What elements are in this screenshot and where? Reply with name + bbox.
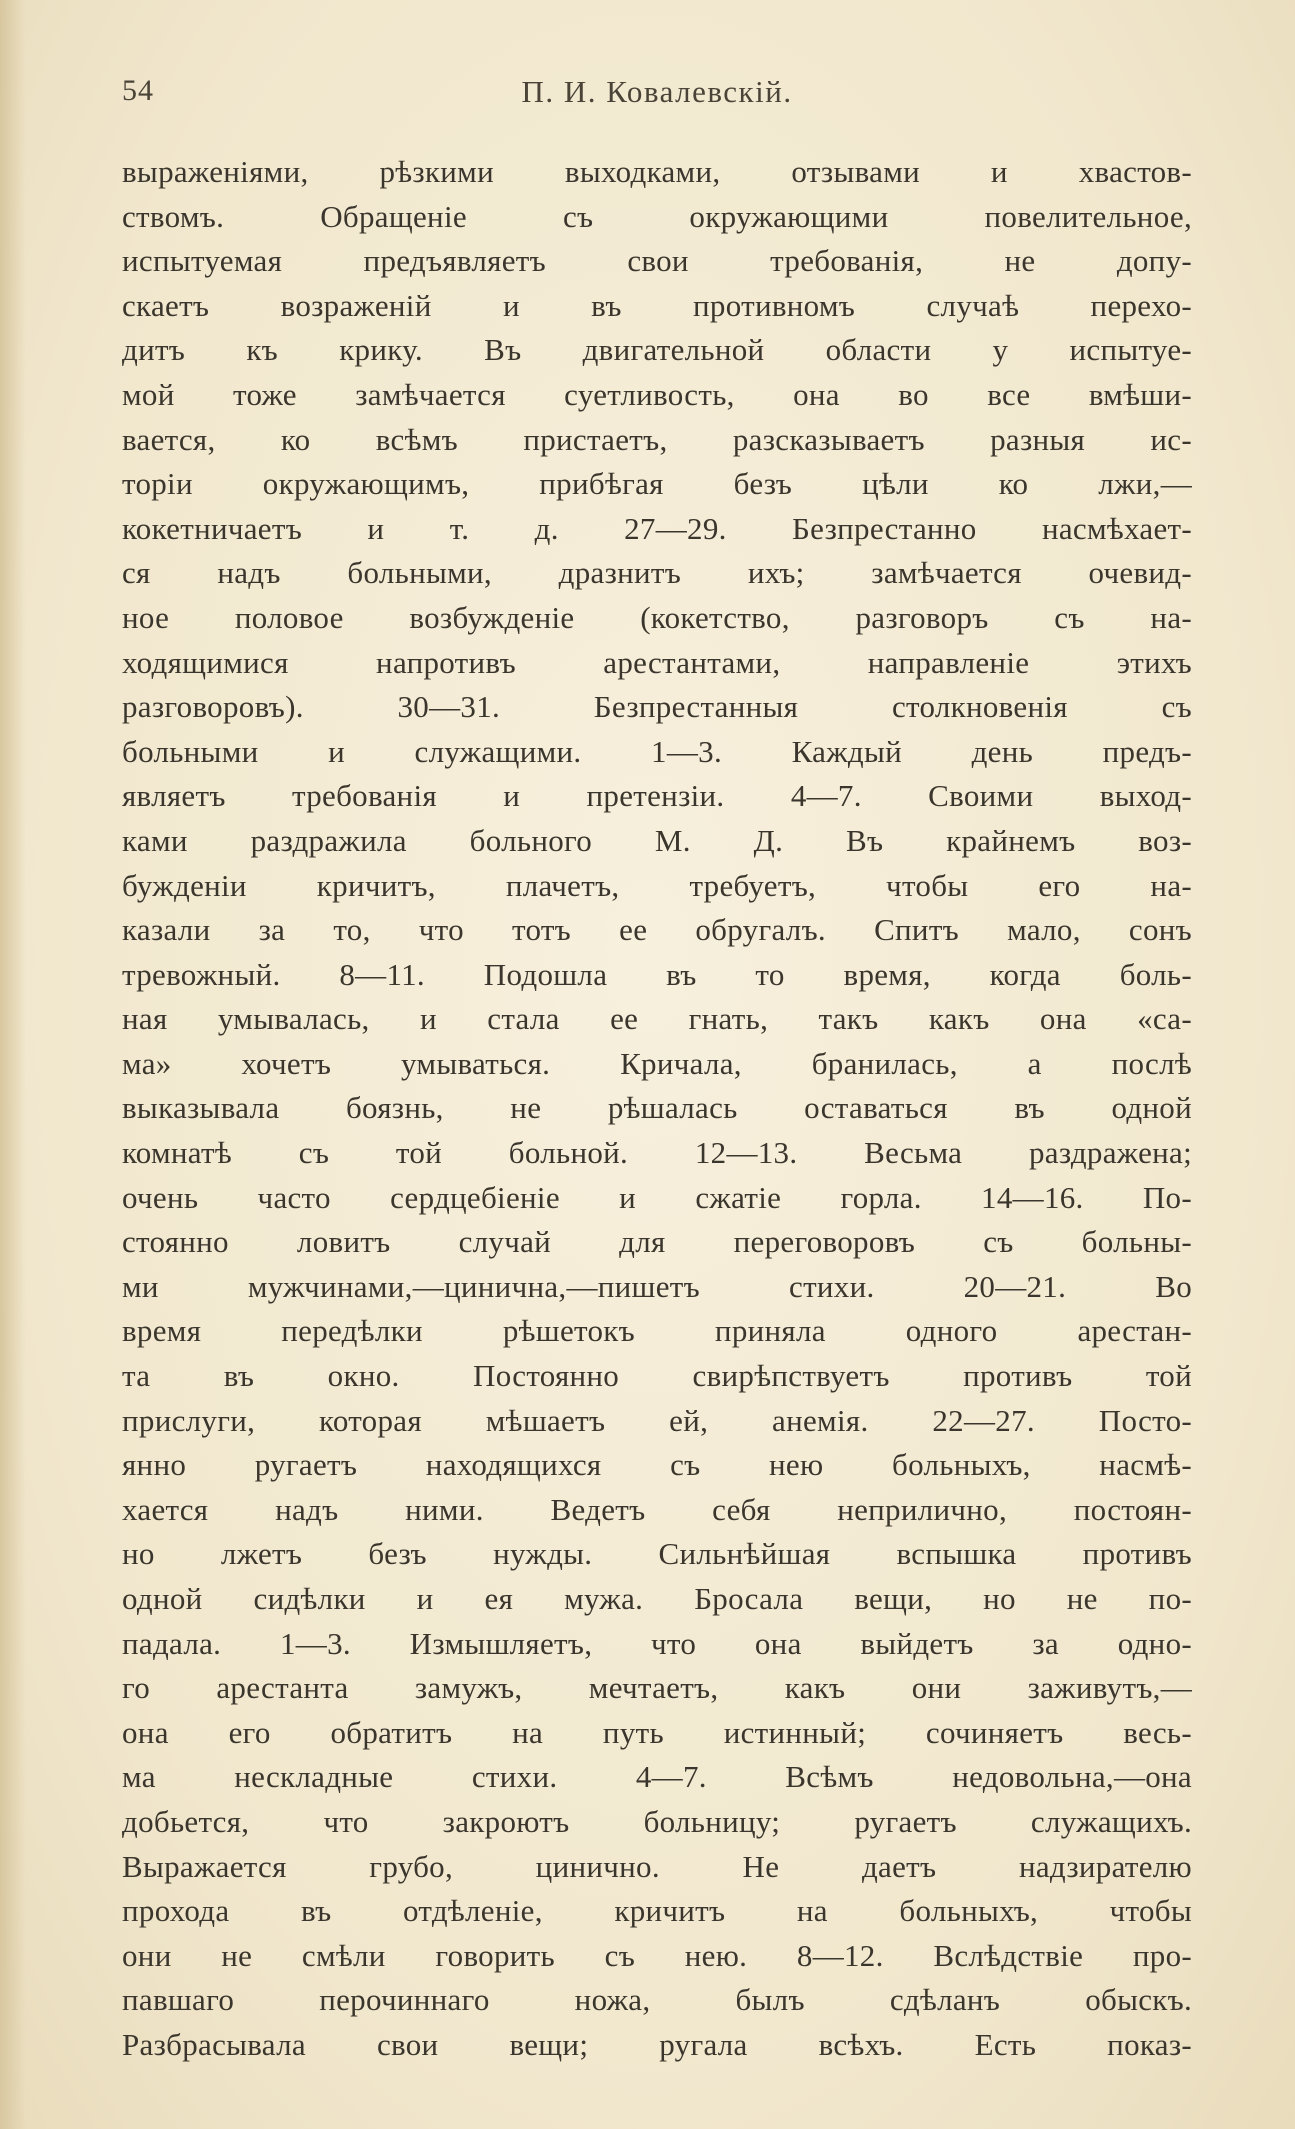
text-line: та въ окно. Постоянно свирѣпствуетъ противъ той (122, 1358, 1192, 1394)
text-line: го арестанта замужъ, мечтаетъ, какъ они заживутъ,— (122, 1670, 1192, 1706)
text-line: Разбрасывала свои вещи; ругала всѣхъ. Есть показ- (122, 2026, 1192, 2062)
text-line: прохода въ отдѣленіе, кричитъ на больныхъ, чтобы (122, 1893, 1192, 1929)
text-line: очень часто сердцебіеніе и сжатіе горла. 14—16. По- (122, 1179, 1192, 1215)
text-line: ми мужчинами,—цинична,—пишетъ стихи. 20—21. Во (122, 1268, 1192, 1304)
text-line: больными и служащими. 1—3. Каждый день предъ- (122, 733, 1192, 769)
text-line: являетъ требованія и претензіи. 4—7. Своими выход- (122, 778, 1192, 814)
text-line: хается надъ ними. Ведетъ себя неприлично, постоян- (122, 1491, 1192, 1527)
text-line: ходящимися напротивъ арестантами, направленіе этихъ (122, 644, 1192, 680)
text-line: торіи окружающимъ, прибѣгая безъ цѣли ко лжи,— (122, 466, 1192, 502)
text-line: янно ругаетъ находящихся съ нею больныхъ, насмѣ- (122, 1447, 1192, 1483)
page-number: 54 (122, 74, 154, 107)
text-line: скаетъ возраженій и въ противномъ случаѣ перехо- (122, 287, 1192, 323)
text-line: прислуги, которая мѣшаетъ ей, анемія. 22—27. Посто- (122, 1402, 1192, 1438)
text-line: ма нескладные стихи. 4—7. Всѣмъ недовольна,—она (122, 1759, 1192, 1795)
text-line: вается, ко всѣмъ пристаетъ, разсказываетъ разныя ис- (122, 421, 1192, 457)
text-line: тревожный. 8—11. Подошла въ то время, когда боль- (122, 956, 1192, 992)
text-line: испытуемая предъявляетъ свои требованія, не допу- (122, 243, 1192, 279)
text-line: казали за то, что тотъ ее обругалъ. Спитъ мало, сонъ (122, 912, 1192, 948)
text-line: разговоровъ). 30—31. Безпрестанныя столкновенія съ (122, 689, 1192, 725)
running-head: П. И. Ковалевскій. (521, 74, 793, 109)
text-line: дитъ къ крику. Въ двигательной области у испытуе- (122, 332, 1192, 368)
text-line: кокетничаетъ и т. д. 27—29. Безпрестанно насмѣхает- (122, 510, 1192, 546)
text-line: ма» хочетъ умываться. Кричала, бранилась, а послѣ (122, 1045, 1192, 1081)
spine-shadow (0, 0, 26, 2129)
text-line: одной сидѣлки и ея мужа. Бросала вещи, но не по- (122, 1581, 1192, 1616)
text-line: ная умывалась, и стала ее гнать, такъ какъ она «са- (122, 1001, 1192, 1037)
text-line: бужденіи кричитъ, плачетъ, требуетъ, чтобы его на- (122, 867, 1192, 903)
text-line: она его обратитъ на путь истинный; сочиняетъ весь- (122, 1714, 1192, 1750)
text-line: время передѣлки рѣшетокъ приняла одного арестан- (122, 1313, 1192, 1349)
text-line: но лжетъ безъ нужды. Сильнѣйшая вспышка противъ (122, 1536, 1192, 1572)
page-header (122, 74, 1192, 124)
text-line: выраженіями, рѣзкими выходками, отзывами и хвастов- (122, 154, 1192, 189)
body-text (122, 150, 1192, 2068)
text-line: павшаго перочиннаго ножа, былъ сдѣланъ обыскъ. (122, 1982, 1192, 2018)
text-line: ками раздражила больного М. Д. Въ крайнемъ воз- (122, 822, 1192, 858)
text-line: Выражается грубо, цинично. Не даетъ надзирателю (122, 1848, 1192, 1884)
text-line: падала. 1—3. Измышляетъ, что она выйдетъ за одно- (122, 1625, 1192, 1661)
text-line: выказывала боязнь, не рѣшалась оставаться въ одной (122, 1090, 1192, 1126)
text-line: ное половое возбужденіе (кокетство, разговоръ съ на- (122, 599, 1192, 635)
text-line: ся надъ больными, дразнитъ ихъ; замѣчается очевид- (122, 555, 1192, 591)
text-line: ствомъ. Обращеніе съ окружающими повелительное, (122, 198, 1192, 234)
text-line: комнатѣ съ той больной. 12—13. Весьма раздражена; (122, 1135, 1192, 1171)
text-line: добьется, что закроютъ больницу; ругаетъ служащихъ. (122, 1803, 1192, 1839)
text-line: мой тоже замѣчается суетливость, она во все вмѣши- (122, 376, 1192, 412)
text-line: стоянно ловитъ случай для переговоровъ съ больны- (122, 1224, 1192, 1260)
text-line: они не смѣли говорить съ нею. 8—12. Вслѣдствіе про- (122, 1937, 1192, 1973)
